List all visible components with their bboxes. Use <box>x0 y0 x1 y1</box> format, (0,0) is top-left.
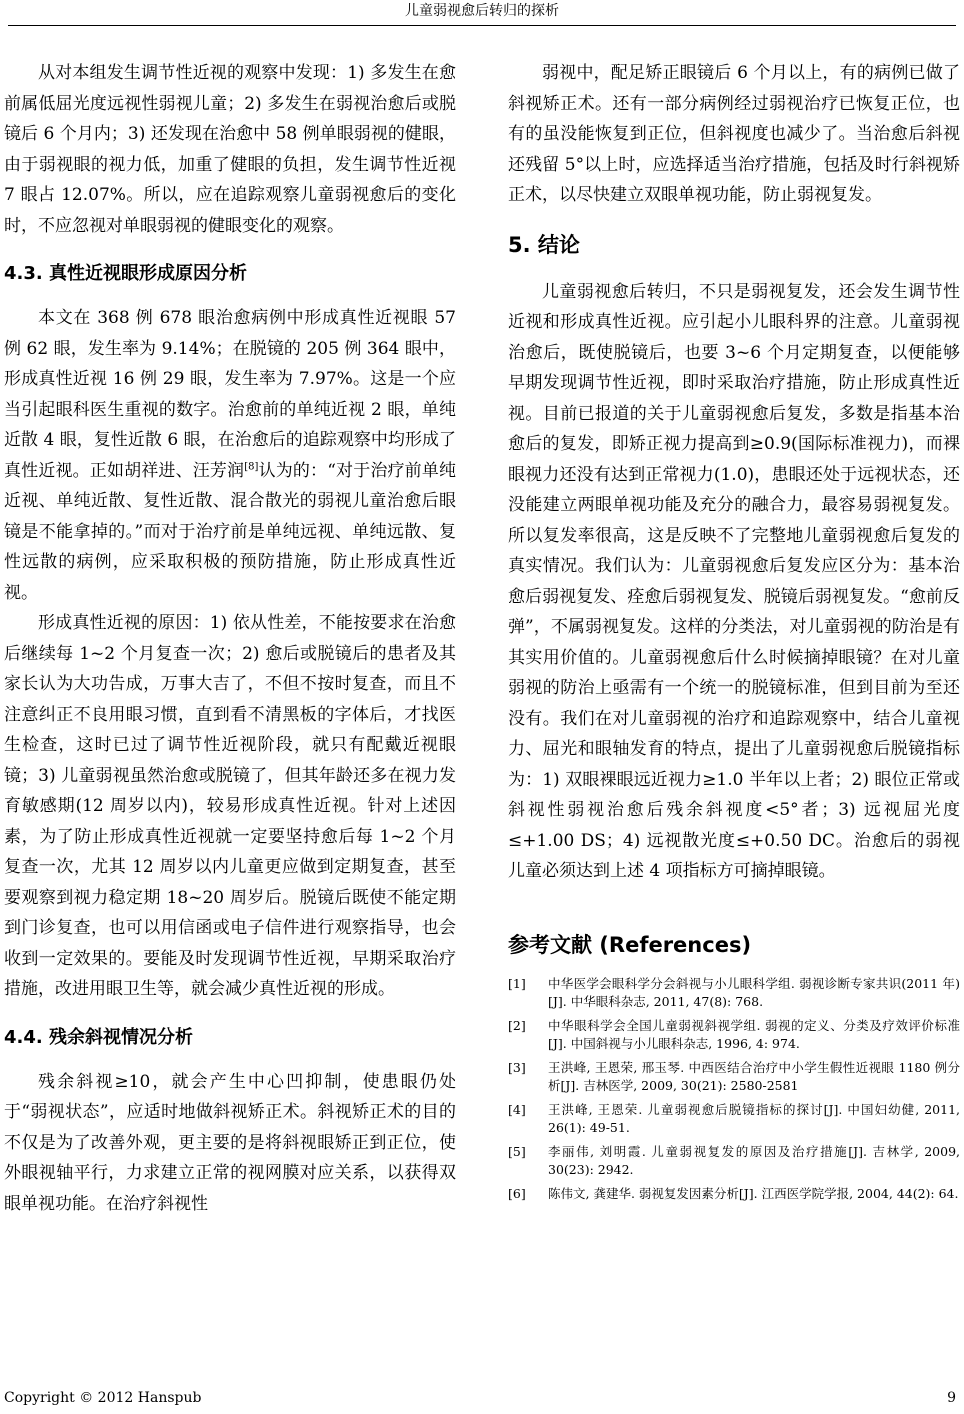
reference-text: 李丽伟, 刘明霞. 儿童弱视复发的原因及治疗措施[J]. 吉林学, 2009, 30(23): 2942. <box>548 1143 960 1177</box>
reference-item <box>508 1143 960 1179</box>
paragraph-intro: 从对本组发生调节性近视的观察中发现：1) 多发生在愈前属低屈光度远视性弱视儿童；2) 多发生在弱视治愈后或脱镜后 6 个月内；3) 还发现在治愈中 58 例单眼弱视的健眼，由于弱视眼的视力低，加重了健眼的负担，发生调节性近视 7 眼占 12.07%。所以，应在追踪观察儿童弱视愈后的变化时，不应忽视对单眼弱视的健眼变化的观察。 <box>4 63 456 236</box>
reference-number: [3] <box>508 1059 526 1075</box>
reference-item <box>508 1101 960 1137</box>
reference-number: [6] <box>508 1185 526 1201</box>
reference-text: 王洪峰, 王恩荣, 邢玉琴. 中西医结合治疗中小学生假性近视眼 1180 例分析[J]. 吉林医学, 2009, 30(21): 2580-2581 <box>548 1059 960 1093</box>
reference-text: 中华眼科学会全国儿童弱视斜视学组. 弱视的定义、分类及疗效评价标准[J]. 中国斜视与小儿眼科杂志, 1996, 4: 974. <box>548 1017 960 1051</box>
paragraph-4-3-a <box>4 303 456 608</box>
reference-number: [5] <box>508 1143 526 1159</box>
reference-item <box>508 975 960 1011</box>
reference-text: 中华医学会眼科学分会斜视与小儿眼科学组. 弱视诊断专家共识(2011 年)[J]. 中华眼科杂志, 2011, 47(8): 768. <box>548 975 960 1009</box>
paragraph-4-3-a-part1: 本文在 368 例 678 眼治愈病例中形成真性近视眼 57 例 62 眼，发生率为 9.14%；在脱镜的 205 例 364 眼中，形成真性近视 16 例 29 眼，发生率为 7.97%。这是一个应当引起眼科医生重视的数字。治愈前的单纯近视 2 眼，单纯近散 4 眼，复性近散 6 眼，在治愈后的追踪观察中均形成了真性近视。正如胡祥进、汪芳润 <box>4 308 456 481</box>
reference-number: [2] <box>508 1017 526 1033</box>
paragraph-4-4: 残余斜视≥10，就会产生中心凹抑制，使患眼仍处于“弱视状态”，应适时地做斜视矫正术。斜视矫正术的目的不仅是为了改善外观，更主要的是将斜视眼矫正到正位，使外眼视轴平行，力求建立正常的视网膜对应关系，以获得双眼单视功能。在治疗斜视性 <box>4 1071 456 1214</box>
right-column <box>508 58 960 1209</box>
reference-number: [4] <box>508 1101 526 1117</box>
reference-item <box>508 1017 960 1053</box>
left-column <box>4 58 456 1219</box>
section-4-4-heading: 4.4. 残余斜视情况分析 <box>4 1026 193 1048</box>
reference-number: [1] <box>508 975 526 991</box>
references-heading: 参考文献 (References) <box>508 932 752 957</box>
footer-page-number: 9 <box>947 1390 956 1406</box>
section-4-3-heading: 4.3. 真性近视眼形成原因分析 <box>4 263 247 284</box>
citation-8[interactable]: [8] <box>244 460 259 472</box>
paragraph-conclusion: 儿童弱视愈后转归，不只是弱视复发，还会发生调节性近视和形成真性近视。应引起小儿眼科界的注意。儿童弱视治愈后，既使脱镜后，也要 3~6 个月定期复查，以便能够早期发现调节性近视，即时采取治疗措施，防止形成真性近视。目前已报道的关于儿童弱视愈后复发，多数是指基本治愈后的复发，即矫正视力提高到≥0.9(国际标准视力)，而裸眼视力还没有达到正常视力(1.0)，患眼还处于远视状态，还没能建立两眼单视功能及充分的融合力，最容易弱视复发。所以复发率很高，这是反映不了完整地儿童弱视愈后复发的真实情况。我们认为：儿童弱视愈后复发应区分为：基本治愈后弱视复发、痊愈后弱视复发、脱镜后弱视复发。“愈前反弹”，不属弱视复发。这样的分类法，对儿童弱视的防治是有其实用价值的。儿童弱视愈后什么时候摘掉眼镜？在对儿童弱视的防治上亟需有一个统一的脱镜标准，但到目前为至还没有。我们在对儿童弱视的治疗和追踪观察中，结合儿童视力、屈光和眼轴发育的特点，提出了儿童弱视愈后脱镜指标为：1) 双眼裸眼远近视力≥1.0 半年以上者；2) 眼位正常或斜视性弱视治愈后残余斜视度<5°者；3) 远视屈光度≤+1.00 DS；4) 远视散光度≤+0.50 DC。治愈后的弱视儿童必须达到上述 4 项指标方可摘掉眼镜。 <box>508 281 960 881</box>
reference-list <box>508 975 960 1203</box>
reference-text: 王洪峰, 王恩荣. 儿童弱视愈后脱镜指标的探讨[J]. 中国妇幼健, 2011, 26(1): 49-51. <box>548 1101 960 1135</box>
running-header-title: 儿童弱视愈后转归的探析 <box>405 3 559 19</box>
paragraph-continued: 弱视中，配足矫正眼镜后 6 个月以上，有的病例已做了斜视矫正术。还有一部分病例经过弱视治疗已恢复正位，也有的虽没能恢复到正位，但斜视度也减少了。当治愈后斜视还残留 5°以上时，应选择适当治疗措施，包括及时行斜视矫正术，以尽快建立双眼单视功能，防止弱视复发。 <box>508 63 960 205</box>
header-rule <box>8 25 956 26</box>
reference-item <box>508 1185 960 1203</box>
paragraph-4-3-b: 形成真性近视的原因：1) 依从性差，不能按要求在治愈后继续每 1~2 个月复查一次；2) 愈后或脱镜后的患者及其家长认为大功告成，万事大吉了，不但不按时复查，而且不注意纠正不良用眼习惯，直到看不清黑板的字体后，才找医生检查，这时已过了调节性近视阶段，就只有配戴近视眼镜；3) 儿童弱视虽然治愈或脱镜了，但其年龄还多在视力发育敏感期(12 周岁以内)，较易形成真性近视。针对上述因素，为了防止形成真性近视就一定要坚持愈后每 1~2 个月复查一次，尤其 12 周岁以内儿童更应做到定期复查，甚至要观察到视力稳定期 18~20 周岁后。脱镜后既使不能定期到门诊复查，也可以用信函或电子信件进行观察指导，也会收到一定效果的。要能及时发现调节性近视，早期采取治疗措施，改进用眼卫生等，就会减少真性近视的形成。 <box>4 613 456 999</box>
footer-copyright: Copyright © 2012 Hanspub <box>4 1390 202 1406</box>
paragraph-4-3-a-part2: 认为的：“对于治疗前单纯近视、单纯近散、复性近散、混合散光的弱视儿童治愈后眼镜是不能拿掉的。”而对于治疗前是单纯远视、单纯远散、复性远散的病例，应采取积极的预防措施，防止形成真性近视。 <box>4 460 457 603</box>
reference-text: 陈伟文, 龚建华. 弱视复发因素分析[J]. 江西医学院学报, 2004, 44(2): 64. <box>548 1185 959 1201</box>
reference-item <box>508 1059 960 1095</box>
section-5-heading: 5. 结论 <box>508 232 580 257</box>
